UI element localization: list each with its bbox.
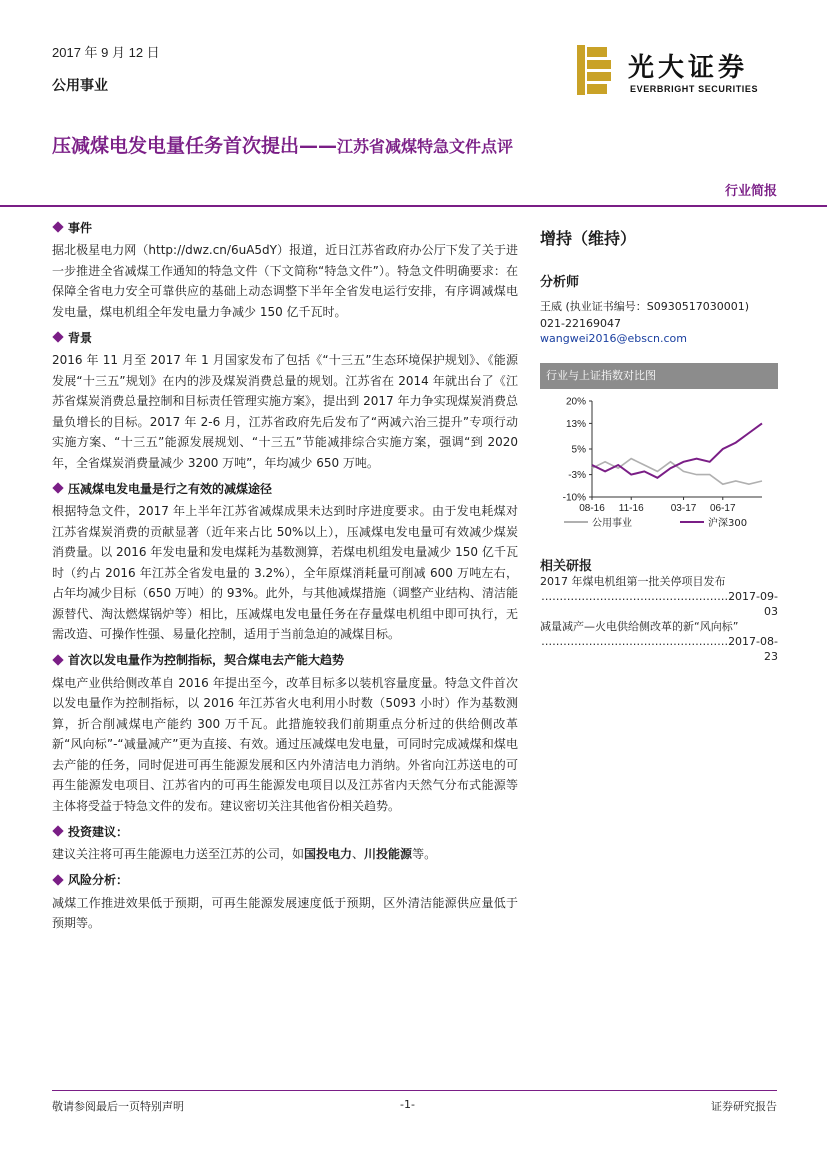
everbright-logo-icon xyxy=(577,45,613,95)
legend-label: 公用事业 xyxy=(592,518,632,529)
y-tick-label: 13% xyxy=(565,418,586,430)
related-title[interactable]: 减量减产—火电供给侧改革的新“风向标” xyxy=(540,620,739,633)
y-tick-label: -3% xyxy=(568,470,586,482)
chart-panel xyxy=(540,363,778,549)
footer-disclaimer: 敬请参阅最后一页特别声明 xyxy=(52,1100,184,1113)
related-item[interactable] xyxy=(540,619,778,664)
title-dash: —— xyxy=(299,135,338,157)
risk-paragraph: 减煤工作推进效果低于预期，可再生能源发展速度低于预期，区外清洁能源供应量低于预期等。 xyxy=(52,895,518,930)
section-heading-indicator: 首次以发电量作为控制指标，契合煤电去产能大趋势 xyxy=(52,649,518,671)
diamond-bullet-icon xyxy=(52,221,63,232)
rating: 增持（维持） xyxy=(540,229,637,248)
analyst-info xyxy=(540,298,778,315)
x-tick-label: 06-17 xyxy=(709,503,736,514)
related-item[interactable] xyxy=(540,574,778,619)
legend-label: 沪深300 xyxy=(708,518,748,529)
analyst-name: 王威 xyxy=(540,300,562,313)
stock-chuantou: 川投能源 xyxy=(364,847,413,861)
event-paragraph: 据北极星电力网（http://dwz.cn/6uA5dY）报道，近日江苏省政府办公厅下发了关于进一步推进全省减煤工作通知的特急文件（下文简称“特急文件”）。特急文件明确要求：在保障全省电力安全可靠供应的基础上动态调整下半年全省发电运行安排，有序调减煤电发电量，煤电机组全年发电量力争减少 150 亿千瓦时。 xyxy=(52,243,518,319)
related-date: ……………………………………………2017-08-23 xyxy=(541,635,778,663)
logo-english-name: EVERBRIGHT SECURITIES xyxy=(630,84,759,94)
footer-report-label: 证券研究报告 xyxy=(711,1100,777,1113)
related-leader-dots: …………………………………………… xyxy=(541,590,729,603)
x-tick-label: 11-16 xyxy=(618,503,644,514)
related-title[interactable]: 2017 年煤电机组第一批关停项目发布 xyxy=(540,575,726,588)
invest-paragraph: 建议关注将可再生能源电力送至江苏的公司，如国投电力、川投能源等。 xyxy=(52,847,437,861)
analyst-email[interactable]: wangwei2016@ebscn.com xyxy=(540,332,687,345)
indicator-paragraph: 煤电产业供给侧改革自 2016 年提出至今，改革目标多以装机容量度量。特急文件首次以发电量作为控制指标，以 2016 年江苏省火电利用小时数（5093 小时）作为基数测算，折合削减煤电产能约 300 万千瓦。此措施较我们前期重点分析过的供给侧改革新“风向标”-“减量减产”更为直接、有效。通过压减煤电发电量，可同时完成减煤和煤电去产能的任务，同时促进可再生能源发展和区内外清洁电力消纳。外省向江苏送电的可再生能源发电项目、江苏省内的可再生能源发电项目以及江苏省内天然气分布式能源等主体将受益于特急文件的发布。建议密切关注其他省份相关趋势。 xyxy=(52,675,518,813)
related-date: ……………………………………………2017-09-03 xyxy=(541,590,778,618)
y-tick-label: -10% xyxy=(562,492,586,504)
section-heading-event: 事件 xyxy=(52,216,518,238)
report-title xyxy=(52,131,513,158)
x-tick-label: 08-16 xyxy=(579,503,605,514)
y-tick-label: 20% xyxy=(565,396,586,408)
report-date: 2017 年 9 月 12 日 xyxy=(52,45,160,60)
series-line-hs300 xyxy=(592,423,762,477)
related-heading: 相关研报 xyxy=(540,559,593,574)
stock-guotou: 国投电力 xyxy=(304,847,353,861)
page-number: -1- xyxy=(400,1098,415,1111)
report-type: 行业简报 xyxy=(724,184,777,199)
diamond-bullet-icon xyxy=(52,654,63,665)
diamond-bullet-icon xyxy=(52,825,63,836)
comparison-chart xyxy=(540,389,778,549)
chart-title: 行业与上证指数对比图 xyxy=(540,363,778,389)
chart-svg xyxy=(540,389,778,549)
main-column xyxy=(52,216,518,938)
sidebar xyxy=(540,220,778,664)
related-leader-dots: …………………………………………… xyxy=(541,635,729,648)
background-paragraph: 2016 年 11 月至 2017 年 1 月国家发布了包括《“十三五”生态环境保护规划》、《能源发展“十三五”规划》在内的涉及煤炭消费总量的规划。江苏省在 2014 年就出台了《江苏省煤炭消费总量控制和目标责任管理实施方案》，提出到 2017 年力争实现煤炭消费总量负增长的目标。2017 年 2-6 月，江苏省政府先后发布了“两减六治三提升”专项行动实施方案、“十三五”能源发展规划、“十三五”节能减排综合实施方案，强调“到 2020 年，全省煤炭消费量减少 3200 万吨”，年均减少 650 万吨。 xyxy=(52,353,518,470)
section-heading-effective: 压减煤电发电量是行之有效的减煤途径 xyxy=(52,477,518,499)
effective-paragraph: 根据特急文件，2017 年上半年江苏省减煤成果未达到时序进度要求。由于发电耗煤对江苏省煤炭消费的贡献显著（近年来占比 50%以上），压减煤电发电量可有效减少煤炭消费量。以 2016 年发电量和发电煤耗为基数测算，若煤电机组发电量减少 150 亿千瓦时（约占 2016 年江苏全省发电量的 3.2%），全年原煤消耗量可削减 600 万吨左右，占年均减少目标（650 万吨）的 93%。此外，与其他减煤措施（调整产业结构、清洁能源替代、淘汰燃煤锅炉等）相比，压减煤电发电量任务在存量煤电机组中即可执行，无需改造、可操作性强、易量化控制，适用于当前急迫的减煤目标。 xyxy=(52,504,518,641)
title-main: 压减煤电发电量任务首次提出 xyxy=(52,135,300,157)
diamond-bullet-icon xyxy=(52,874,63,885)
analyst-heading: 分析师 xyxy=(540,275,580,290)
section-heading-background: 背景 xyxy=(52,326,518,348)
series-line-utilities xyxy=(592,459,762,485)
diamond-bullet-icon xyxy=(52,331,63,342)
section-heading-invest: 投资建议： xyxy=(52,820,518,842)
header-divider xyxy=(0,205,827,207)
title-sub: 江苏省减煤特急文件点评 xyxy=(337,137,514,156)
footer-divider xyxy=(52,1090,777,1091)
analyst-phone: 021-22169047 xyxy=(540,317,621,330)
logo-chinese-name: 光大证券 xyxy=(628,53,749,83)
section-heading-risk: 风险分析： xyxy=(52,869,518,891)
y-tick-label: 5% xyxy=(571,444,586,456)
diamond-bullet-icon xyxy=(52,482,63,493)
sector-label: 公用事业 xyxy=(52,78,108,94)
analyst-license: (执业证书编号：S0930517030001) xyxy=(565,300,750,313)
x-tick-label: 03-17 xyxy=(670,503,697,514)
